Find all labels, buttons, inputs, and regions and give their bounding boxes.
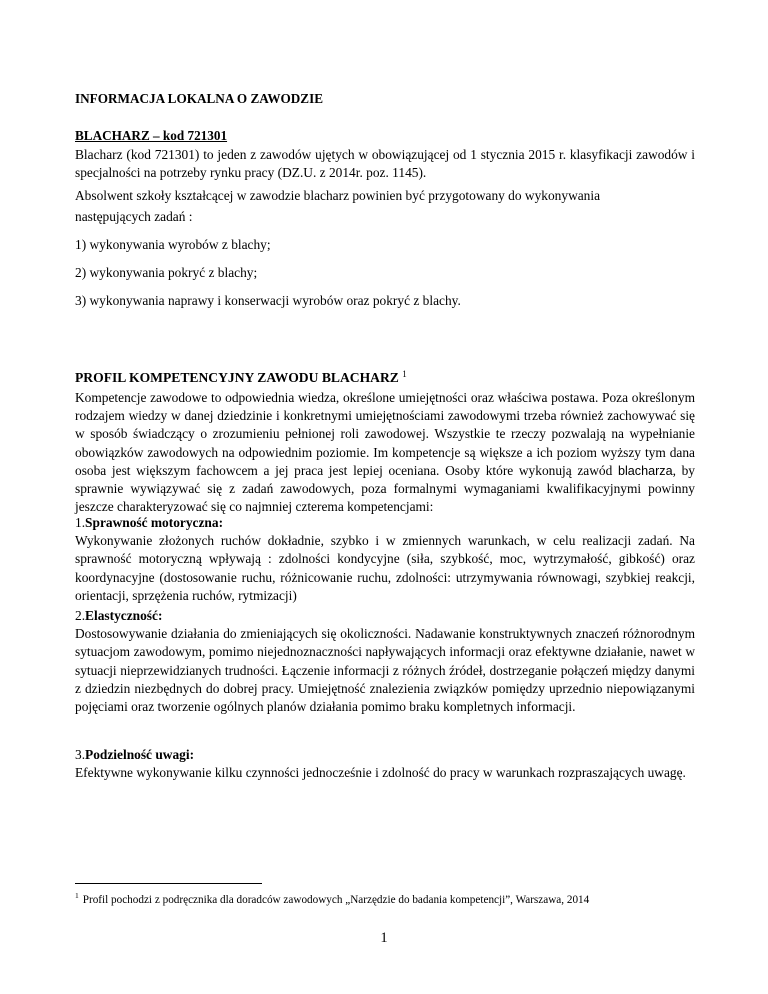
graduate-paragraph: Absolwent szkoły kształcącej w zawodzie blacharz powinien być przygotowany do wykonywania bbox=[75, 188, 601, 203]
occupation-code-heading: BLACHARZ – kod 721301 bbox=[75, 128, 228, 143]
competence-text: Efektywne wykonywanie kilku czynności jednocześnie i zdolność do pracy w warunkach rozpraszających uwagę. bbox=[75, 765, 686, 781]
profile-paragraph bbox=[75, 389, 695, 516]
profile-text-a: Kompetencje zawodowe to odpowiednia wiedza, określone umiejętności oraz właściwa postawa. Poza określonym rodzajem wiedzy w danej dziedzinie i konkretnymi umiejętnościami zawodowymi trzeba również zachowywać się w sposób świadczący o zrozumieniu pełnionej roli zawodowej. Wszystkie te rzeczy pozwalają na wypełnianie obowiązków zawodowych na odpowiednim poziomie. Im kompetencje są większe a ich poziom wyższy tym dana osoba jest większym fachowcem a jej praca jest lepiej oceniana. Osoby które wykonują zawód bbox=[75, 390, 695, 478]
task-item: 1) wykonywania wyrobów z blachy; bbox=[75, 237, 271, 252]
footnote-text: Profil pochodzi z podręcznika dla doradców zawodowych „Narzędzie do badania kompetencji”, Warszawa, 2014 bbox=[82, 894, 590, 906]
competence-section bbox=[75, 607, 695, 716]
profile-text-word: blacharza bbox=[617, 463, 673, 478]
competence-section bbox=[75, 514, 695, 605]
competence-heading bbox=[75, 607, 695, 625]
page-number: 1 bbox=[380, 930, 388, 946]
competence-title: Podzielność uwagi: bbox=[85, 747, 195, 762]
task-item: 3) wykonywania naprawy i konserwacji wyrobów oraz pokryć z blachy. bbox=[75, 293, 461, 308]
document-heading: INFORMACJA LOKALNA O ZAWODZIE bbox=[75, 91, 324, 106]
intro-paragraph: Blacharz (kod 721301) to jeden z zawodów ujętych w obowiązującej od 1 stycznia 2015 r. klasyfikacji zawodów i specjalności na potrzeby rynku pracy (DZ.U. z 2014r. poz. 1145). bbox=[75, 147, 695, 181]
profile-heading-text: PROFIL KOMPETENCYJNY ZAWODU BLACHARZ bbox=[75, 370, 399, 385]
profile-heading bbox=[75, 365, 407, 387]
footnote-reference: 1 bbox=[402, 369, 407, 379]
task-item: 2) wykonywania pokryć z blachy; bbox=[75, 265, 258, 280]
competence-heading bbox=[75, 514, 695, 532]
footnote bbox=[75, 891, 589, 906]
footnote-separator bbox=[75, 883, 262, 884]
tasks-lead: następujących zadań : bbox=[75, 209, 193, 224]
competence-text: Dostosowywanie działania do zmieniających się okoliczności. Nadawanie konstruktywnych znaczeń różnorodnym sytuacjom zawodowym, pomimo niejednoznaczności napływających informacji oraz efektywne działanie, nawet w sytuacji nieprzewidzianych trudności. Łączenie informacji z różnych źródeł, dostrzeganie połączeń między danymi z dziedzin niezbędnych do dobrej pracy. Umiejętność znalezienia związków pomiędzy uprzednio niepowiązanymi pojęciami oraz tworzenie ogólnych planów działania pomimo braku kompletnych informacji. bbox=[75, 626, 695, 715]
competence-title: Elastyczność: bbox=[85, 608, 163, 623]
profile-text-b: , by sprawnie wywiązywać się z zadań zawodowych, poza formalnymi wymaganiami kwalifikacyjnymi powinny jeszcze charakteryzować się co najmniej czterema kompetencjami: bbox=[75, 462, 695, 515]
footnote-marker: 1 bbox=[75, 891, 79, 900]
competence-text: Wykonywanie złożonych ruchów dokładnie, szybko i w zmiennych warunkach, w celu realizacji zadań. Na sprawność motoryczną wpływają : zdolności kondycyjne (siła, szybkość, moc, wytrzymałość, gibkość) oraz koordynacyjne (dostosowanie ruchu, różnicowanie ruchu, zdolności: utrzymywania równowagi, szybkiej reakcji, orientacji, sprzężenia ruchów, rytmizacji) bbox=[75, 533, 695, 603]
competence-number: 2. bbox=[75, 608, 86, 623]
competence-heading bbox=[75, 746, 695, 764]
competence-section bbox=[75, 746, 695, 782]
competence-number: 1. bbox=[75, 515, 86, 530]
competence-number: 3. bbox=[75, 747, 86, 762]
competence-title: Sprawność motoryczna: bbox=[85, 515, 224, 530]
